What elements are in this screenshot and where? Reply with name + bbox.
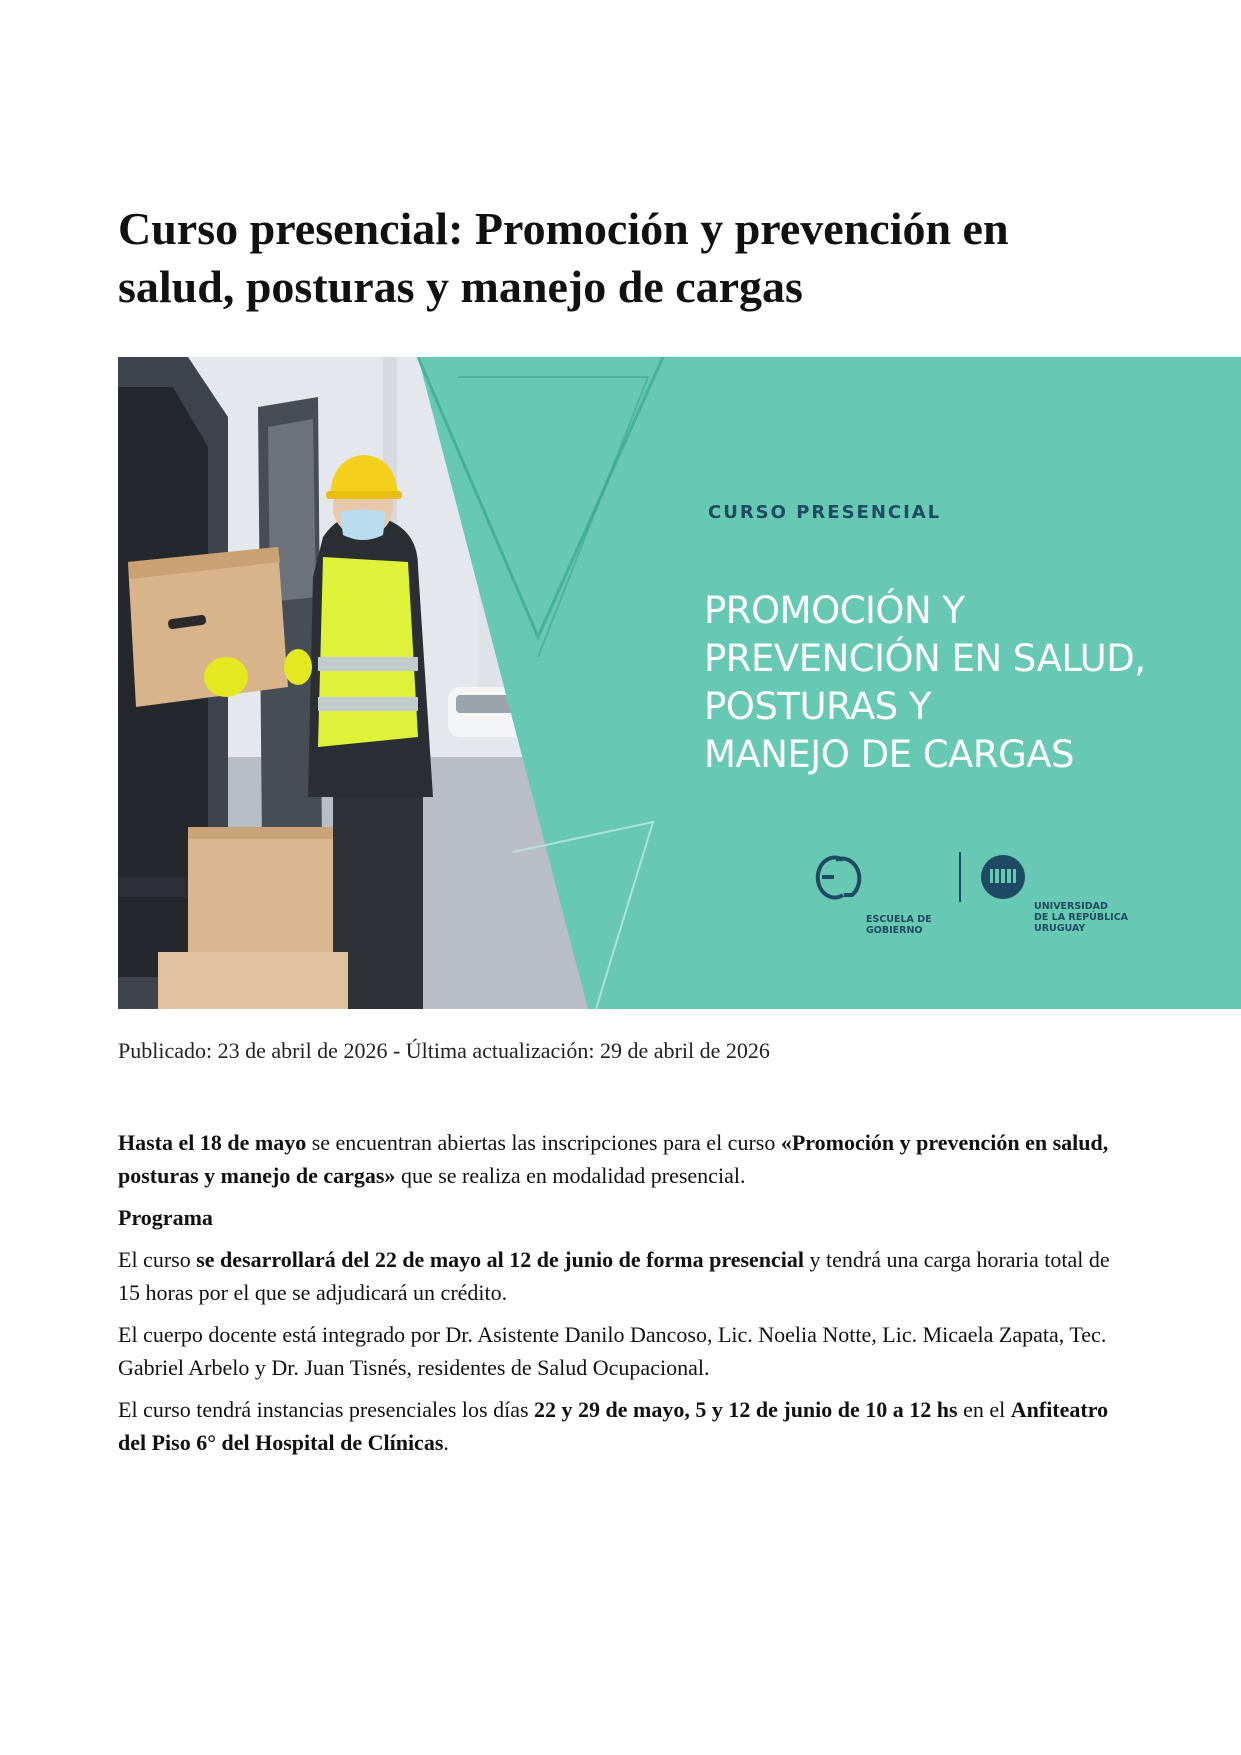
escuela-de-gobierno-logo-text bbox=[866, 914, 932, 936]
logo-text-line: GOBIERNO bbox=[866, 925, 923, 936]
venue-text: Anfiteatro del Piso 6° del Hospital de Clínicas bbox=[118, 1397, 1109, 1455]
paragraph-text: El curso tendrá instancias presenciales los días bbox=[118, 1397, 535, 1422]
paragraph-text: . bbox=[443, 1430, 449, 1455]
course-name-text: «Promoción y prevención en salud, posturas y manejo de cargas» bbox=[118, 1130, 1109, 1188]
publication-dates: Publicado: 23 de abril de 2026 - Última actualización: 29 de abril de 2026 bbox=[118, 1038, 770, 1063]
paragraph-text: se encuentran abiertas las inscripciones para el curso bbox=[306, 1130, 781, 1155]
logo-text-line: UNIVERSIDAD bbox=[1034, 901, 1108, 912]
paragraph-text: en el bbox=[957, 1397, 1011, 1422]
section-heading-programa: Programa bbox=[118, 1205, 213, 1230]
intro-paragraph bbox=[118, 1126, 1118, 1192]
paragraph-text: que se realiza en modalidad presencial. bbox=[395, 1163, 746, 1188]
course-banner bbox=[118, 357, 1241, 1009]
faculty-paragraph: El cuerpo docente está integrado por Dr. Asistente Danilo Dancoso, Lic. Noelia Notte, Lic. Micaela Zapata, Tec. Gabriel Arbelo y Dr. Juan Tisnés, residentes de Salud Ocupacional. bbox=[118, 1322, 1107, 1380]
banner-headline-line: MANEJO DE CARGAS bbox=[704, 733, 1075, 776]
logo-text-line: DE LA REPÚBLICA bbox=[1034, 912, 1129, 923]
article-body bbox=[118, 1126, 1118, 1468]
banner-headline bbox=[704, 587, 1234, 779]
date-range-text: se desarrollará del 22 de mayo al 12 de junio de forma presencial bbox=[196, 1247, 805, 1272]
banner-headline-line: PREVENCIÓN EN SALUD, bbox=[704, 637, 1146, 680]
sessions-paragraph bbox=[118, 1393, 1118, 1459]
logo-text-line: ESCUELA DE bbox=[866, 914, 932, 925]
schedule-paragraph bbox=[118, 1243, 1118, 1309]
page-title: Curso presencial: Promoción y prevención en salud, posturas y manejo de cargas bbox=[118, 203, 1009, 312]
udelar-logo-text bbox=[1034, 901, 1128, 934]
banner-kicker: CURSO PRESENCIAL bbox=[708, 502, 942, 523]
banner-headline-line: PROMOCIÓN Y bbox=[704, 589, 965, 632]
deadline-text: Hasta el 18 de mayo bbox=[118, 1130, 307, 1155]
logo-text-line: URUGUAY bbox=[1034, 923, 1086, 934]
session-dates-text: 22 y 29 de mayo, 5 y 12 de junio de 10 a 12 hs bbox=[534, 1397, 958, 1422]
paragraph-text: y tendrá una carga horaria total de 15 horas por el que se adjudicará un crédito. bbox=[118, 1247, 1110, 1305]
paragraph-text: El curso bbox=[118, 1247, 197, 1272]
banner-headline-line: POSTURAS Y bbox=[704, 685, 931, 728]
